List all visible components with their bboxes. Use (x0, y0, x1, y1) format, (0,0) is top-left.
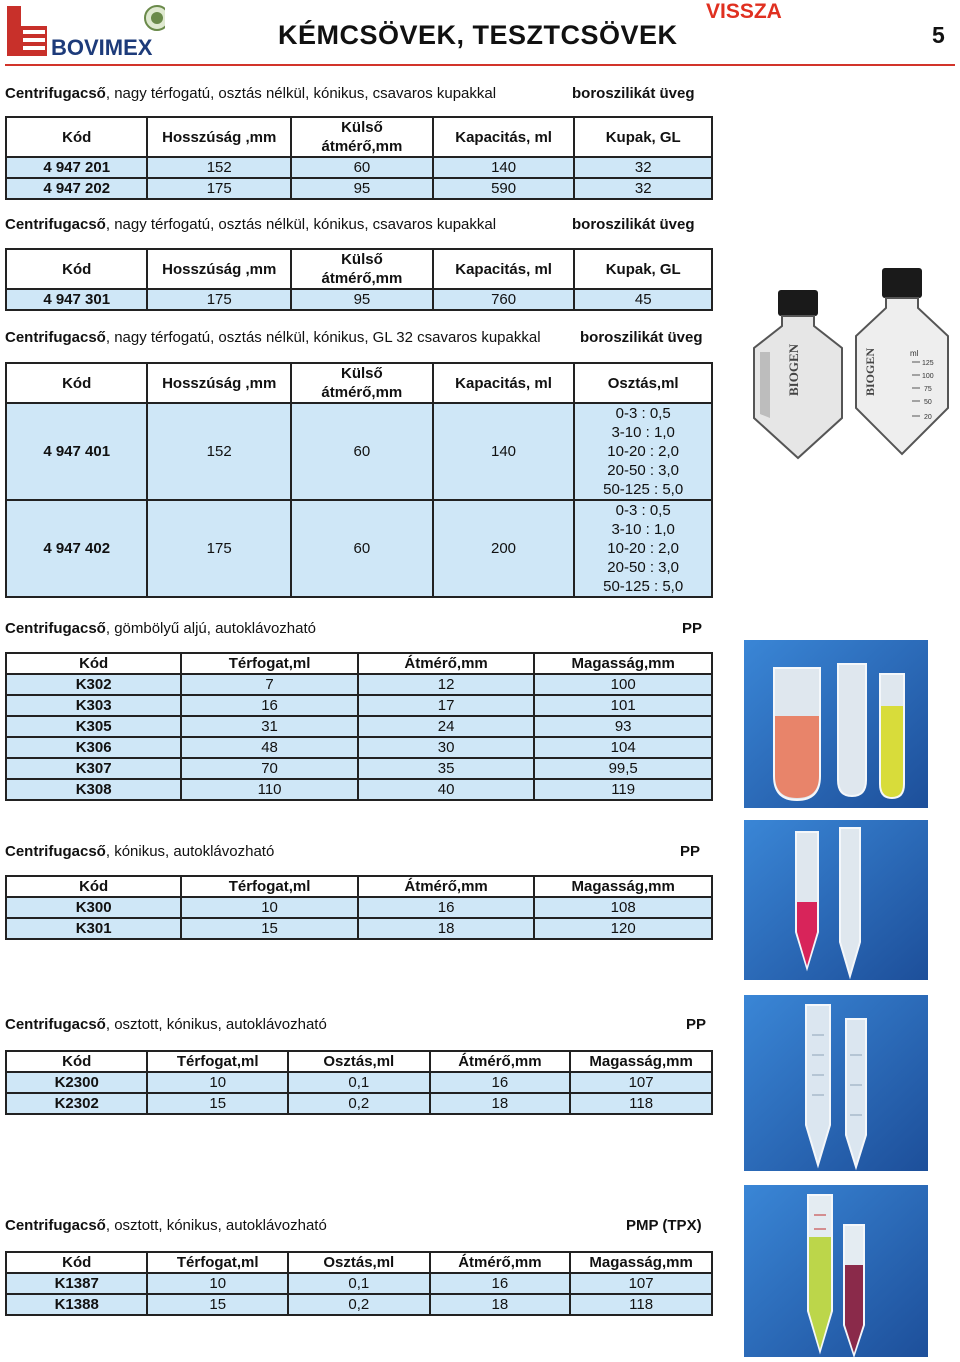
glass-bottles-photo (750, 268, 955, 468)
division-cell: 0-3 : 0,5 3-10 : 1,0 10-20 : 2,0 20-50 : 3,0 50-125 : 5,0 (574, 500, 712, 597)
table-header-row (6, 363, 712, 403)
col-header: Átmérő,mm (430, 1252, 571, 1273)
col-header: Osztás,ml (574, 363, 712, 403)
col-header: Kapacitás, ml (433, 117, 575, 157)
section-1-heading: Centrifugacső, nagy térfogatú, osztás nélkül, kónikus, csavaros kupakkal (5, 85, 497, 102)
col-header: Kód (6, 1252, 147, 1273)
col-header: Kód (6, 363, 147, 403)
cell: 95 (291, 178, 433, 199)
graduated-pp-tubes-photo (744, 995, 928, 1171)
cell: 60 (291, 403, 433, 500)
table-row: K1387 10 0,1 16 107 (6, 1273, 712, 1294)
col-header: Kapacitás, ml (433, 249, 575, 289)
table-row (6, 157, 712, 178)
bottle-scale-unit: ml (910, 349, 919, 358)
bottle-label-left: BIOGEN (786, 343, 801, 396)
table-row: K303 16 17 101 (6, 695, 712, 716)
table-row (6, 500, 712, 597)
division-cell: 0-3 : 0,5 3-10 : 1,0 10-20 : 2,0 20-50 : 3,0 50-125 : 5,0 (574, 403, 712, 500)
cell: 140 (433, 157, 575, 178)
col-header: Magasság,mm (534, 653, 712, 674)
col-header: Hosszúság ,mm (147, 117, 291, 157)
col-header: Átmérő,mm (358, 876, 535, 897)
col-header: Átmérő,mm (358, 653, 535, 674)
col-header: Külső átmérő,mm (291, 249, 433, 289)
table-row: K305 31 24 93 (6, 716, 712, 737)
svg-text:75: 75 (924, 386, 932, 393)
brand-text: BOVIMEX (51, 35, 153, 60)
bovimex-logo (5, 4, 165, 60)
section-1-material: boroszilikát üveg (572, 85, 695, 102)
section-7-heading: Centrifugacső, osztott, kónikus, autoklávozható (5, 1217, 327, 1234)
table-row: K306 48 30 104 (6, 737, 712, 758)
col-header: Osztás,ml (288, 1051, 430, 1072)
table-header-row (6, 249, 712, 289)
cell: 4 947 301 (6, 289, 147, 310)
cell: 45 (574, 289, 712, 310)
cell: 200 (433, 500, 575, 597)
table-row (6, 178, 712, 199)
cell: 152 (147, 403, 291, 500)
pmp-tubes-photo (744, 1185, 928, 1357)
col-header: Kupak, GL (574, 249, 712, 289)
col-header: Térfogat,ml (181, 653, 358, 674)
col-header: Magasság,mm (534, 876, 712, 897)
section-4-heading: Centrifugacső, gömbölyű aljú, autoklávozható (5, 620, 316, 637)
cell: 152 (147, 157, 291, 178)
table-1 (5, 116, 713, 200)
col-header: Kód (6, 876, 181, 897)
table-header-row (6, 876, 712, 897)
cell: 175 (147, 289, 291, 310)
cell: 140 (433, 403, 575, 500)
svg-text:20: 20 (924, 414, 932, 421)
cell: 32 (574, 157, 712, 178)
table-4 (5, 652, 713, 801)
round-bottom-tubes-photo (744, 640, 928, 808)
col-header: Kód (6, 249, 147, 289)
table-header-row (6, 653, 712, 674)
cell: 175 (147, 500, 291, 597)
page-title: KÉMCSÖVEK, TESZTCSÖVEK (278, 20, 678, 50)
section-7-material: PMP (TPX) (626, 1217, 702, 1234)
svg-text:50: 50 (924, 399, 932, 406)
table-row (6, 289, 712, 310)
cell: 4 947 401 (6, 403, 147, 500)
svg-text:125: 125 (922, 360, 934, 367)
cell: 32 (574, 178, 712, 199)
cell: 4 947 202 (6, 178, 147, 199)
col-header: Térfogat,ml (147, 1051, 288, 1072)
svg-text:100: 100 (922, 373, 934, 380)
table-row: K300 10 16 108 (6, 897, 712, 918)
table-7 (5, 1251, 713, 1316)
col-header: Térfogat,ml (181, 876, 358, 897)
header-divider (5, 64, 955, 66)
col-header: Kód (6, 1051, 147, 1072)
back-link[interactable]: VISSZA (706, 0, 782, 23)
section-2-heading: Centrifugacső, nagy térfogatú, osztás nélkül, kónikus, csavaros kupakkal (5, 216, 497, 233)
cell: 175 (147, 178, 291, 199)
table-2 (5, 248, 713, 311)
bottle-label-right: BIOGEN (863, 347, 877, 396)
section-6-material: PP (686, 1016, 707, 1033)
section-3-heading: Centrifugacső, nagy térfogatú, osztás nélkül, kónikus, GL 32 csavaros kupakkal (5, 329, 541, 346)
cell: 4 947 402 (6, 500, 147, 597)
col-header: Kód (6, 653, 181, 674)
col-header: Magasság,mm (570, 1051, 712, 1072)
col-header: Külső átmérő,mm (291, 363, 433, 403)
col-header: Kód (6, 117, 147, 157)
col-header: Térfogat,ml (147, 1252, 288, 1273)
conical-tubes-photo (744, 820, 928, 980)
table-row: K302 7 12 100 (6, 674, 712, 695)
cell: 760 (433, 289, 575, 310)
table-6 (5, 1050, 713, 1115)
table-row: K307 70 35 99,5 (6, 758, 712, 779)
table-3 (5, 362, 713, 598)
cell: 60 (291, 500, 433, 597)
section-2-material: boroszilikát üveg (572, 216, 695, 233)
col-header: Hosszúság ,mm (147, 249, 291, 289)
col-header: Kapacitás, ml (433, 363, 575, 403)
col-header: Kupak, GL (574, 117, 712, 157)
table-5 (5, 875, 713, 940)
col-header: Átmérő,mm (430, 1051, 571, 1072)
section-3-material: boroszilikát üveg (580, 329, 703, 346)
col-header: Osztás,ml (288, 1252, 430, 1273)
table-header-row (6, 117, 712, 157)
cell: 95 (291, 289, 433, 310)
table-row: K2300 10 0,1 16 107 (6, 1072, 712, 1093)
table-header-row (6, 1051, 712, 1072)
col-header: Hosszúság ,mm (147, 363, 291, 403)
page-number: 5 (932, 22, 945, 48)
section-5-heading: Centrifugacső, kónikus, autoklávozható (5, 843, 275, 860)
table-header-row (6, 1252, 712, 1273)
col-header: Magasság,mm (570, 1252, 712, 1273)
table-row: K308 110 40 119 (6, 779, 712, 800)
table-row: K1388 15 0,2 18 118 (6, 1294, 712, 1315)
section-5-material: PP (680, 843, 701, 860)
section-6-heading: Centrifugacső, osztott, kónikus, autoklávozható (5, 1016, 327, 1033)
section-4-material: PP (682, 620, 703, 637)
col-header: Külső átmérő,mm (291, 117, 433, 157)
table-row: K2302 15 0,2 18 118 (6, 1093, 712, 1114)
cell: 60 (291, 157, 433, 178)
cell: 590 (433, 178, 575, 199)
table-row (6, 403, 712, 500)
cell: 4 947 201 (6, 157, 147, 178)
table-row: K301 15 18 120 (6, 918, 712, 939)
